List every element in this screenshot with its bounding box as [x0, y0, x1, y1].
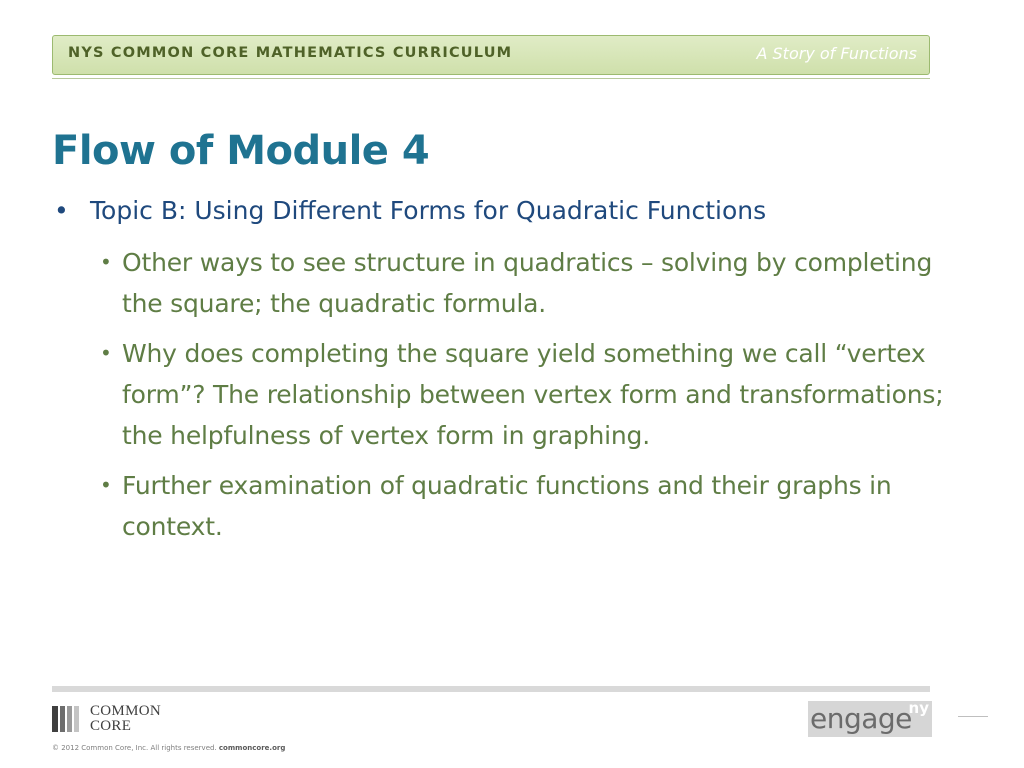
- header-divider: [52, 78, 930, 79]
- engage-ny-superscript: ny: [908, 699, 929, 717]
- engage-wordmark: engage: [810, 702, 912, 735]
- curriculum-label: NYS COMMON CORE MATHEMATICS CURRICULUM: [68, 45, 513, 61]
- sub-bullet-item: [100, 242, 970, 324]
- sub-bullet-text: Other ways to see structure in quadratics – solving by completing the square; the quadratic formula.: [122, 248, 933, 318]
- sub-bullet-text: Further examination of quadratic functions and their graphs in context.: [122, 471, 892, 541]
- copyright-notice: [52, 744, 285, 752]
- story-label: A Story of Functions: [756, 44, 917, 63]
- bullet-icon: •: [100, 341, 112, 365]
- sub-bullet-list: [100, 242, 970, 556]
- copyright-text: © 2012 Common Core, Inc. All rights reserved.: [52, 744, 217, 752]
- footer-divider: [52, 686, 930, 692]
- engageny-logo: [808, 701, 932, 737]
- slide-title: Flow of Module 4: [52, 128, 430, 174]
- topic-text: Topic B: Using Different Forms for Quadratic Functions: [90, 196, 767, 225]
- sub-bullet-item: [100, 333, 970, 456]
- bullet-icon: •: [100, 250, 112, 274]
- logo-line-2: CORE: [90, 718, 132, 734]
- logo-line-1: COMMON: [90, 703, 161, 719]
- sub-bullet-text: Why does completing the square yield something we call “vertex form”? The relationship between vertex form and transformations; the helpfulness of vertex form in graphing.: [122, 339, 944, 450]
- common-core-logo: [52, 704, 192, 738]
- bullet-icon: •: [100, 473, 112, 497]
- header-banner: [52, 35, 930, 75]
- common-core-wordmark: [90, 704, 161, 734]
- topic-bullet-item: [54, 196, 954, 225]
- footer-right-rule: [958, 716, 988, 717]
- sub-bullet-item: [100, 465, 970, 547]
- common-core-stripes-icon: [52, 706, 84, 732]
- bullet-icon: •: [54, 196, 69, 225]
- copyright-link[interactable]: commoncore.org: [218, 744, 286, 752]
